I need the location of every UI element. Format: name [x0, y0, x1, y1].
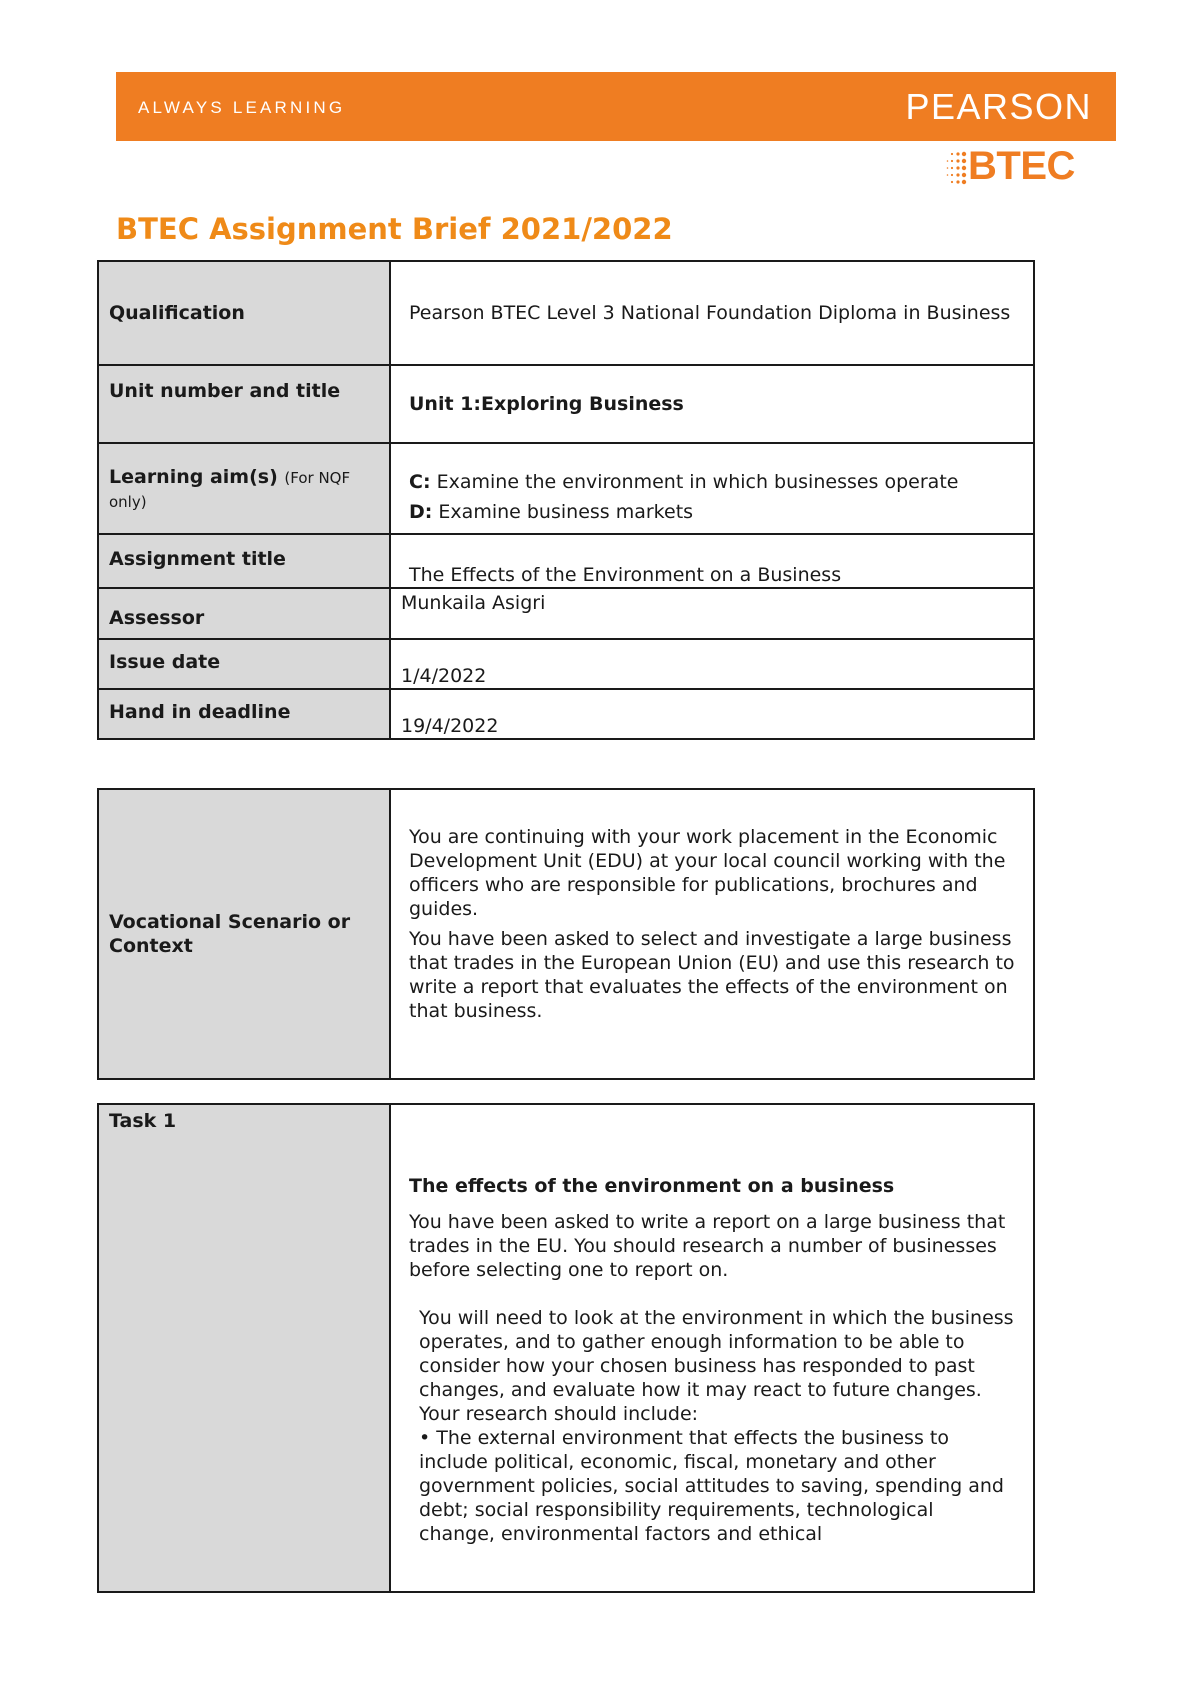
- learning-aims-value: [390, 443, 1034, 534]
- table-row: [98, 588, 1034, 639]
- deadline-value: 19/4/2022: [390, 689, 1034, 739]
- task-paragraph: You will need to look at the environment in which the business operates, and to gather enough information to be able to consider how your chosen business has responded to past changes, and evaluate how it may react to future changes.: [419, 1307, 1014, 1401]
- btec-dots-icon: [946, 150, 968, 186]
- assignment-details-table: [97, 260, 1035, 740]
- assessor-label: Assessor: [98, 588, 390, 639]
- table-row: [98, 689, 1034, 739]
- brand-name: PEARSON: [905, 86, 1092, 127]
- task-heading: The effects of the environment on a business: [409, 1175, 895, 1197]
- scenario-paragraph: You are continuing with your work placement in the Economic Development Unit (EDU) at your local council working with the officers who are responsible for publications, brochures and guides.: [409, 826, 1006, 920]
- task-content: [390, 1104, 1034, 1592]
- deadline-label: Hand in deadline: [98, 689, 390, 739]
- task-label: Task 1: [98, 1104, 390, 1592]
- table-row: [98, 261, 1034, 365]
- assessor-value: Munkaila Asigri: [390, 588, 1034, 639]
- issue-date-label: Issue date: [98, 639, 390, 689]
- btec-logo: [946, 146, 1096, 192]
- learning-aims-label: Learning aim(s): [109, 466, 278, 488]
- page-title: BTEC Assignment Brief 2021/2022: [116, 212, 673, 246]
- assignment-title-value: The Effects of the Environment on a Business: [390, 534, 1034, 588]
- aim-d-text: Examine business markets: [438, 501, 694, 523]
- scenario-label: Vocational Scenario or Context: [98, 789, 390, 1079]
- qualification-value: Pearson BTEC Level 3 National Foundation Diploma in Business: [390, 261, 1034, 365]
- issue-date-value: 1/4/2022: [390, 639, 1034, 689]
- learning-aims-note: (For NQF only): [109, 469, 351, 511]
- scenario-table: [97, 788, 1035, 1080]
- table-row: [98, 1104, 1034, 1592]
- scenario-content: [390, 789, 1034, 1079]
- table-row: [98, 365, 1034, 443]
- task-table: [97, 1103, 1035, 1593]
- assignment-title-label: Assignment title: [98, 534, 390, 588]
- table-row: [98, 443, 1034, 534]
- table-row: [98, 639, 1034, 689]
- unit-label: Unit number and title: [98, 365, 390, 443]
- aim-d: [409, 500, 1015, 524]
- aim-c-key: C:: [409, 471, 431, 493]
- unit-value: Unit 1:Exploring Business: [390, 365, 1034, 443]
- aim-d-key: D:: [409, 501, 433, 523]
- aim-c: [409, 470, 1015, 494]
- task-research-block: [409, 1306, 1015, 1546]
- learning-aims-label-cell: [98, 443, 390, 534]
- btec-logo-text: BTEC: [968, 144, 1075, 188]
- qualification-label: Qualification: [98, 261, 390, 365]
- aim-c-text: Examine the environment in which businesses operate: [436, 471, 959, 493]
- research-intro: Your research should include:: [419, 1403, 699, 1425]
- header-banner: [116, 72, 1116, 141]
- table-row: [98, 534, 1034, 588]
- tagline: ALWAYS LEARNING: [138, 98, 346, 117]
- task-paragraph: You have been asked to write a report on a large business that trades in the EU. You should research a number of businesses before selecting one to report on.: [409, 1211, 1006, 1281]
- scenario-paragraph: You have been asked to select and investigate a large business that trades in the European Union (EU) and use this research to write a report that evaluates the effects of the environment on that business.: [409, 928, 1015, 1022]
- research-bullet: • The external environment that effects the business to include political, economic, fiscal, monetary and other government policies, social attitudes to saving, spending and debt; social responsibility requirements, technological change, environmental factors and ethical: [419, 1427, 1004, 1545]
- table-row: [98, 789, 1034, 1079]
